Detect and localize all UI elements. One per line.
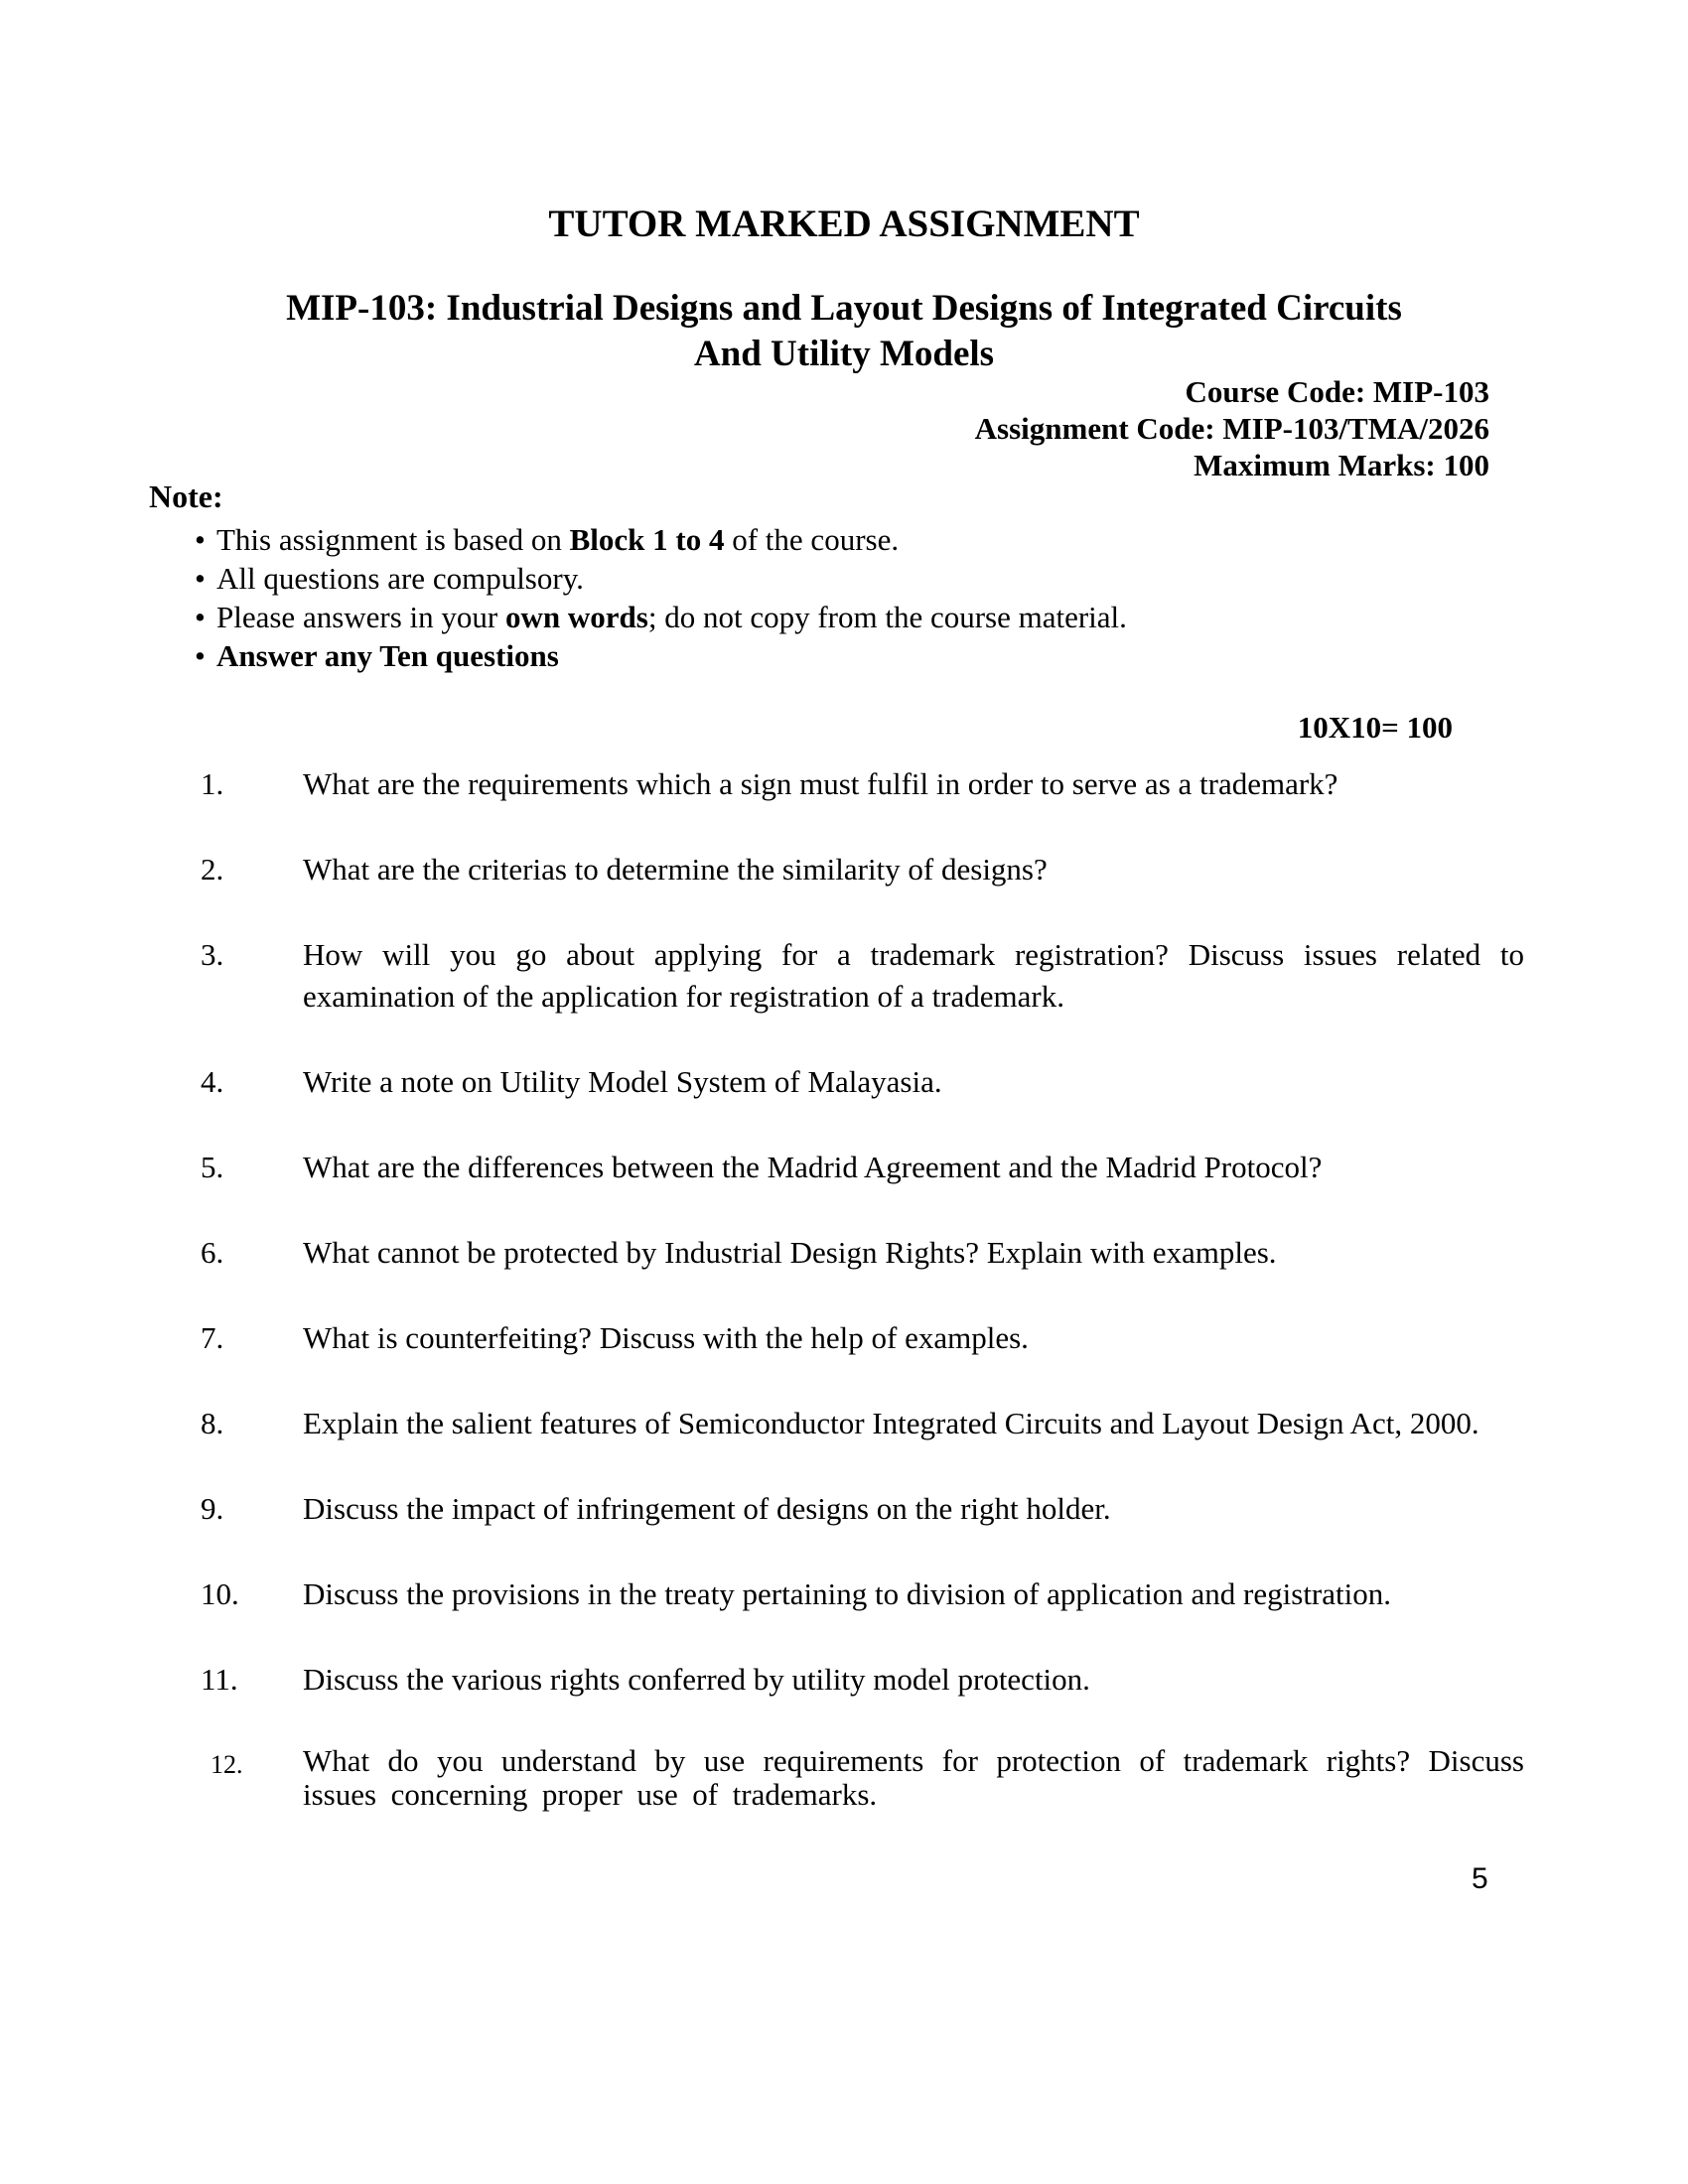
course-heading-line2: And Utility Models xyxy=(693,334,995,374)
question-number: 7. xyxy=(201,1320,224,1355)
question-item xyxy=(201,1488,1524,1530)
question-item xyxy=(201,763,1524,805)
bullet-icon: • xyxy=(195,638,206,673)
note-text-segment: This assignment is based on xyxy=(216,522,570,557)
question-item xyxy=(201,1147,1524,1188)
course-heading xyxy=(0,286,1688,377)
question-number: 10. xyxy=(201,1576,239,1611)
note-item xyxy=(195,636,1446,675)
question-text: What is counterfeiting? Discuss with the help of examples. xyxy=(303,1320,1029,1355)
question-item xyxy=(201,1061,1524,1103)
question-item xyxy=(201,1317,1524,1359)
question-text: Write a note on Utility Model System of Malayasia. xyxy=(303,1064,942,1099)
question-item xyxy=(201,849,1524,890)
question-item xyxy=(201,934,1524,1018)
question-number: 5. xyxy=(201,1150,224,1184)
note-text-segment: Block 1 to 4 xyxy=(569,522,725,557)
assignment-code: Assignment Code: MIP-103/TMA/2026 xyxy=(974,411,1489,446)
question-text: What cannot be protected by Industrial Design Rights? Explain with examples. xyxy=(303,1235,1277,1270)
note-list xyxy=(195,520,1446,675)
question-number: 2. xyxy=(201,852,224,887)
question-text: What are the criterias to determine the similarity of designs? xyxy=(303,852,1048,887)
note-item-text xyxy=(216,636,559,675)
question-number: 12. xyxy=(211,1750,243,1779)
course-code: Course Code: MIP-103 xyxy=(1185,374,1489,409)
bullet-icon: • xyxy=(195,600,206,634)
question-number: 11. xyxy=(201,1662,238,1697)
marks-scheme: 10X10= 100 xyxy=(1297,710,1453,745)
question-number: 8. xyxy=(201,1406,224,1440)
note-text-segment: of the course. xyxy=(724,522,900,557)
question-number: 3. xyxy=(201,937,224,972)
question-text: How will you go about applying for a trademark registration? Discuss issues related to examination of the application for registration of a trademark. xyxy=(303,937,1524,1014)
note-item-text xyxy=(216,520,899,559)
question-text: What are the differences between the Madrid Agreement and the Madrid Protocol? xyxy=(303,1150,1323,1184)
bullet-icon: • xyxy=(195,522,206,557)
note-label: Note: xyxy=(149,478,223,514)
note-text-segment: Please answers in your xyxy=(216,600,505,634)
note-item xyxy=(195,598,1446,636)
question-text: What are the requirements which a sign must fulfil in order to serve as a trademark? xyxy=(303,766,1338,801)
question-text: Discuss the various rights conferred by utility model protection. xyxy=(303,1662,1090,1697)
question-text: What do you understand by use requirements for protection of trademark rights? Discuss issues concerning proper use of trademarks. xyxy=(303,1743,1524,1812)
question-number: 6. xyxy=(201,1235,224,1270)
question-number: 1. xyxy=(201,766,224,801)
question-list xyxy=(201,763,1524,1855)
question-text: Discuss the impact of infringement of designs on the right holder. xyxy=(303,1491,1111,1526)
question-text: Explain the salient features of Semiconductor Integrated Circuits and Layout Design Act, 2000. xyxy=(303,1406,1479,1440)
document-title: TUTOR MARKED ASSIGNMENT xyxy=(548,203,1140,245)
question-number: 4. xyxy=(201,1064,224,1099)
note-item-text xyxy=(216,559,584,598)
course-heading-line1: MIP-103: Industrial Designs and Layout Designs of Integrated Circuits xyxy=(286,288,1402,329)
maximum-marks: Maximum Marks: 100 xyxy=(1194,448,1489,482)
page-number: 5 xyxy=(1472,1862,1488,1895)
question-item xyxy=(201,1659,1524,1701)
note-item xyxy=(195,520,1446,559)
question-number: 9. xyxy=(201,1491,224,1526)
question-text: Discuss the provisions in the treaty pertaining to division of application and registration. xyxy=(303,1576,1391,1611)
note-text-segment: Answer any Ten questions xyxy=(216,638,559,673)
question-item xyxy=(201,1744,1524,1812)
note-item-text xyxy=(216,598,1127,636)
note-text-segment: own words xyxy=(505,600,648,634)
note-item xyxy=(195,559,1446,598)
question-item xyxy=(201,1403,1524,1444)
note-text-segment: All questions are compulsory. xyxy=(216,561,584,596)
question-item xyxy=(201,1232,1524,1274)
bullet-icon: • xyxy=(195,561,206,596)
note-text-segment: ; do not copy from the course material. xyxy=(647,600,1127,634)
assignment-meta xyxy=(975,373,1489,483)
question-item xyxy=(201,1573,1524,1615)
